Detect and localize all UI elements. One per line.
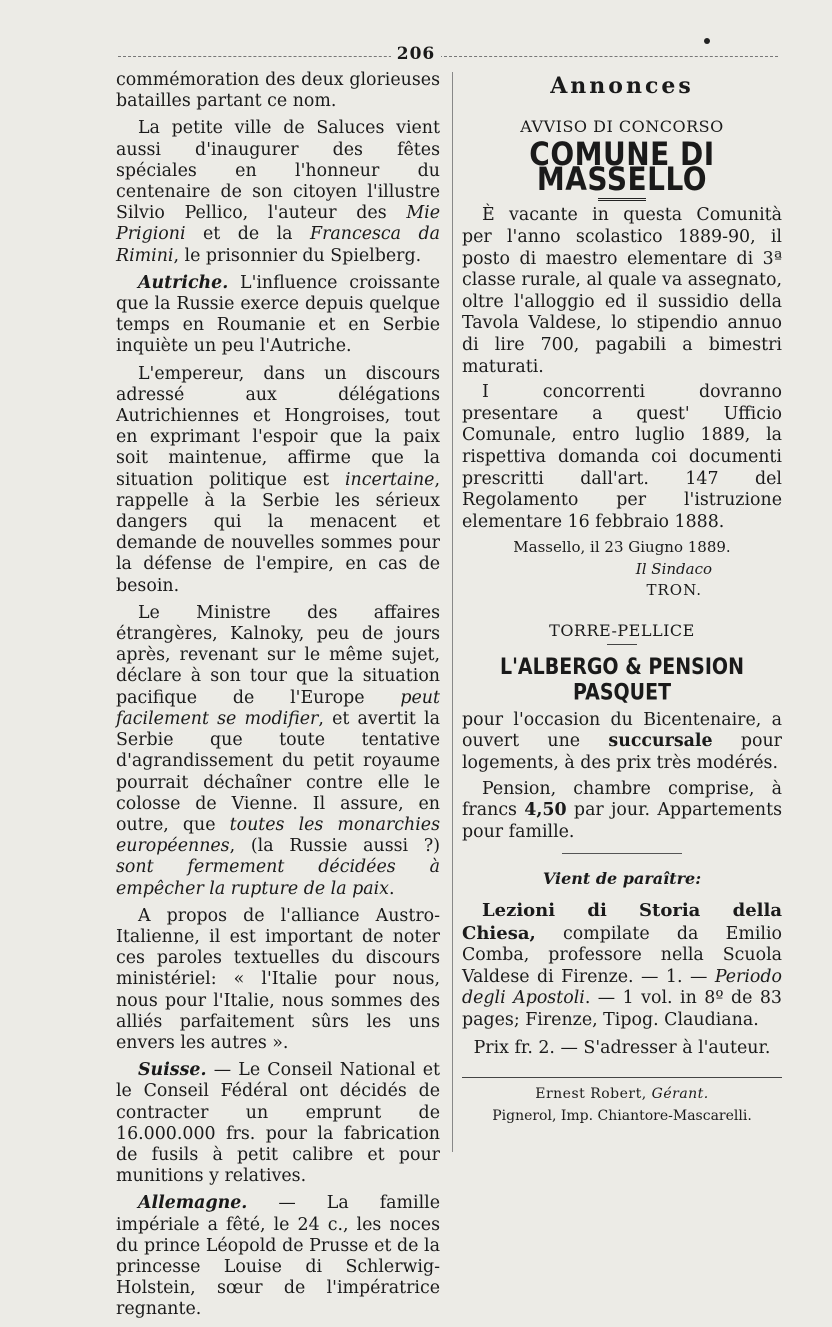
section-keyword-autriche: Autriche.	[138, 272, 229, 293]
paragraph-alliance: A propos de l'alliance Austro-Italienne, il est important de noter ces paroles textuelles du discours ministériel: « l'Italie pour nous, nous pour l'Italie, nous sommes des alliés parfaitement sûrs les uns envers les autres ».	[116, 905, 440, 1053]
lezioni-paragraph: Lezioni di Storia della Chiesa, compilate da Emilio Comba, professore nella Scuola Valdese di Firenze. — 1. — Periodo degli Apostoli. — 1 vol. in 8º de 83 pages; Firenze, Tipog. Claudiana.	[462, 900, 782, 1030]
massello-paragraph-1: È vacante in questa Comunità per l'anno scolastico 1889-90, il posto di maestro elementare di 3ª classe rurale, al quale va assegnato, oltre l'alloggio ed il sussidio della Tavola Valdese, lo stipendio annuo di lire 700, pagabili a bimestri maturati.	[462, 205, 782, 377]
sindaco-title: Il Sindaco	[635, 559, 712, 578]
section-keyword-suisse: Suisse.	[138, 1060, 207, 1081]
lezioni-title: Lezioni di Storia della Chiesa,	[462, 900, 782, 944]
right-column	[462, 70, 782, 1127]
albergo-paragraph-2: Pension, chambre comprise, à francs 4,50 par jour. Appartements pour famille.	[462, 778, 782, 842]
column-divider	[452, 72, 453, 1152]
printer-line: Pignerol, Imp. Chiantore-Mascarelli.	[492, 1107, 752, 1124]
paragraph-autriche: Autriche. L'influence croissante que la Russie exerce depuis quelque temps en Roumanie et en Serbie inquiète un peu l'Autriche.	[116, 272, 440, 357]
prix-line: Prix fr. 2. — S'adresser à l'auteur.	[473, 1037, 771, 1058]
dateline: Massello, il 23 Giugno 1889.	[513, 538, 731, 557]
albergo-paragraph-1: pour l'occasion du Bicentenaire, a ouvert une succursale pour logements, à des prix très modérés.	[462, 709, 782, 774]
paragraph-commemoration: commémoration des deux glorieuses batailles partant ce nom.	[116, 70, 440, 112]
gerant-line: Ernest Robert, Gérant.	[535, 1086, 709, 1103]
left-column	[116, 70, 440, 1327]
albergo-heading: L'ALBERGO & PENSION PASQUET	[500, 654, 744, 705]
page-number: 206	[0, 44, 832, 64]
comune-heading: COMUNE DI MASSELLO	[529, 135, 715, 198]
paragraph-suisse: Suisse. — Le Conseil National et le Conseil Fédéral ont décidés de contracter un emprunt de 16.000.000 frs. pour la fabrication de fusils à petit calibre et pour munitions y relatives.	[116, 1060, 440, 1187]
paragraph-empereur: L'empereur, dans un discours adressé aux délégations Autrichiennes et Hongroises, tout en exprimant l'espoir que la paix soit maintenue, affirme que la situation politique est incertaine, rappelle à la Serbie les sérieux dangers qui la menacent et demande de nouvelles sommes pour la défense de l'empire, en cas de besoin.	[116, 363, 440, 596]
section-keyword-allemagne: Allemagne.	[138, 1193, 248, 1214]
vient-de-paraitre: Vient de paraître:	[542, 869, 702, 889]
sindaco-name: TRON.	[646, 581, 702, 600]
paragraph-saluces: La petite ville de Saluces vient aussi d'inaugurer des fêtes spéciales en l'honneur du centenaire de son citoyen l'illustre Silvio Pellico, l'auteur des Mie Prigioni et de la Francesca da Rimini, le prisonnier du Spielberg.	[116, 118, 440, 266]
avviso-heading: AVVISO DI CONCORSO	[520, 116, 724, 136]
mini-rule	[607, 644, 637, 645]
section-separator	[562, 853, 682, 854]
short-rule	[598, 198, 646, 201]
torre-pellice-heading: TORRE-PELLICE	[549, 621, 695, 641]
ink-dot	[704, 38, 710, 44]
massello-paragraph-2: I concorrenti dovranno presentare a quest' Ufficio Comunale, entro luglio 1889, la rispettiva domanda coi documenti prescritti dall'art. 147 del Regolamento per l'istruzione elementare 16 febbraio 1888.	[462, 382, 782, 532]
annonces-heading: Annonces	[550, 73, 694, 99]
paragraph-ministre: Le Ministre des affaires étrangères, Kalnoky, peu de jours après, revenant sur le même sujet, déclare à son tour que la situation pacifique de l'Europe peut facilement se modifier, et avertit la Serbie que toute tentative d'agrandissement du petit royaume pourrait déchaîner contre elle le colosse de Vienne. Il assure, en outre, que toutes les monarchies européennes, (la Russie aussi ?) sont fermement décidées à empêcher la rupture de la paix.	[116, 602, 440, 899]
paragraph-allemagne: Allemagne. — La famille impériale a fêté, le 24 c., les noces du prince Léopold de Prusse et de la princesse Louise di Schlerwig-Holstein, sœur de l'impératrice regnante.	[116, 1193, 440, 1320]
footer-rule	[462, 1077, 782, 1078]
